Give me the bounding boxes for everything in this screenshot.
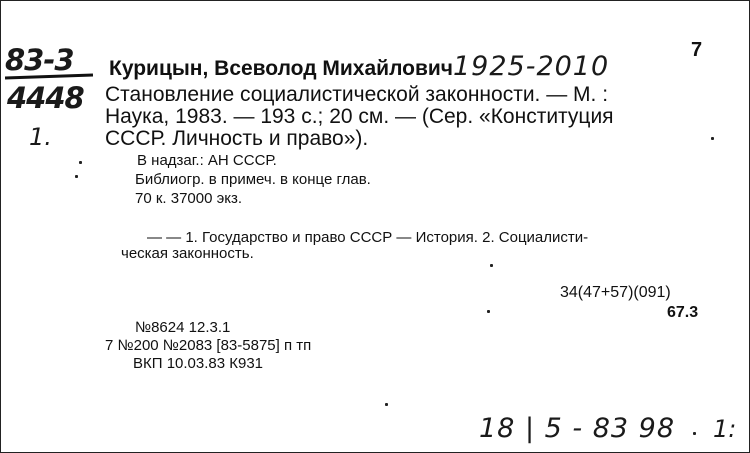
scan-speck [490,264,493,267]
subject-line-2: ческая законность. [121,245,254,262]
scan-speck [693,432,696,435]
scan-speck [385,403,388,406]
note-heading: В надзаг.: АН СССР. [137,152,277,169]
scan-speck [75,175,78,178]
note-bibliography: Библиогр. в примеч. в конце глав. [135,171,371,188]
title-line-1: Становление социалистической законности. — М. : [105,83,609,106]
card-number: 7 [691,39,703,61]
title-line-3: СССР. Личность и право»). [105,127,369,150]
vkp-info: ВКП 10.03.83 К931 [133,355,264,372]
handwritten-accession-number: 18 | 5 - 83 98 [479,413,675,444]
scan-speck [487,310,490,313]
bbk-index: 34(47+57)(091) [560,284,671,301]
handwritten-cipher-top: 83-3 [5,43,74,77]
handwritten-life-dates: 1925-2010 [453,51,610,82]
subject-line-1: — — 1. Государство и право СССР — История. 2. Социалисти- [147,229,589,246]
print-info: 7 №200 №2083 [83-5875] п тп [105,337,312,354]
handwritten-mark-one: 1. [29,123,52,151]
handwritten-corner-mark: 1: [713,415,737,443]
note-price-print-run: 70 к. 37000 экз. [135,190,243,207]
scan-speck [711,137,714,140]
author-mark: 67.3 [667,304,699,321]
order-number: №8624 12.3.1 [135,319,231,336]
scan-speck [79,161,82,164]
author-heading: Курицын, Всеволод Михайлович [109,57,453,80]
handwritten-cipher-bottom: 4448 [7,81,84,115]
title-line-2: Наука, 1983. — 193 с.; 20 см. — (Сер. «Конституция [105,105,614,128]
